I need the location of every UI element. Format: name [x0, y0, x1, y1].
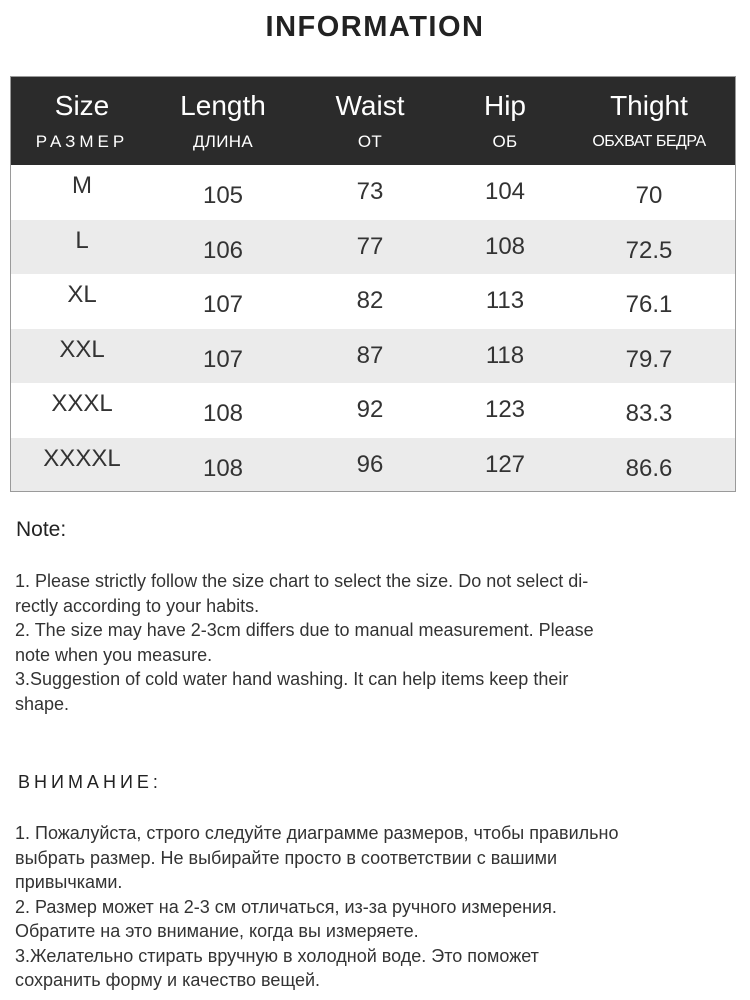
cell-thigh: 72.5: [625, 236, 673, 264]
cell-waist: 77: [356, 232, 384, 260]
attention-line: привычками.: [15, 872, 123, 892]
cell-waist: 73: [356, 178, 384, 206]
cell-size: XXL: [59, 335, 105, 363]
attention-text: [15, 821, 735, 993]
header-hip-en: Hip: [483, 90, 526, 121]
note-heading: Note:: [16, 518, 67, 541]
attention-line: 2. Размер может на 2-3 см отличаться, из-за ручного измерения.: [15, 896, 557, 917]
note-line: shape.: [15, 693, 70, 714]
header-length: [153, 77, 293, 165]
cell-hip: 104: [484, 178, 526, 206]
header-waist-ru: ОТ: [357, 132, 383, 151]
cell-thigh: 76.1: [625, 291, 673, 319]
cell-length: 105: [202, 182, 244, 210]
header-size-ru: РАЗМЕР: [35, 132, 129, 151]
cell-hip: 113: [485, 287, 525, 315]
attention-line: сохранить форму и качество вещей.: [15, 970, 321, 990]
table-row: [11, 438, 735, 493]
table-header: [11, 77, 735, 165]
note-text: [15, 569, 735, 716]
attention-line: 1. Пожалуйста, строго следуйте диаграмме размеров, чтобы правильно: [15, 823, 619, 843]
cell-waist: 87: [356, 341, 384, 369]
table-row: [11, 383, 735, 438]
header-hip: [447, 77, 563, 165]
attention-heading: ВНИМАНИЕ:: [18, 772, 162, 792]
cell-thigh: 83.3: [625, 400, 673, 428]
cell-thigh: 86.6: [625, 454, 673, 482]
cell-waist: 96: [356, 450, 384, 478]
cell-length: 106: [202, 236, 244, 264]
cell-hip: 108: [484, 232, 526, 260]
page-title: INFORMATION: [265, 11, 485, 43]
header-length-en: Length: [180, 90, 266, 121]
cell-size: M: [72, 172, 92, 200]
header-size-en: Size: [54, 90, 110, 121]
table-row: [11, 329, 735, 384]
attention-line: выбрать размер. Не выбирайте просто в соответствии с вашими: [15, 847, 558, 868]
header-thigh-en: Thight: [610, 90, 688, 121]
header-thigh: [563, 77, 735, 165]
table-row: [11, 220, 735, 275]
cell-thigh: 79.7: [625, 345, 673, 373]
cell-waist: 82: [356, 287, 384, 315]
cell-length: 107: [202, 345, 244, 373]
header-waist-en: Waist: [335, 90, 405, 121]
cell-hip: 123: [484, 396, 526, 424]
note-line: 2. The size may have 2-3cm differs due to manual measurement. Please: [15, 620, 594, 640]
cell-length: 107: [202, 291, 244, 319]
attention-line: Обратите на это внимание, когда вы измеряете.: [15, 921, 419, 941]
header-size: [11, 77, 153, 165]
cell-size: L: [75, 226, 89, 254]
table-row: [11, 274, 735, 329]
cell-length: 108: [202, 454, 244, 482]
cell-hip: 118: [485, 341, 525, 369]
header-hip-ru: ОБ: [492, 132, 518, 151]
note-line: 1. Please strictly follow the size chart to select the size. Do not select di-: [15, 571, 589, 591]
note-line: rectly according to your habits.: [15, 595, 260, 616]
note-line: 3.Suggestion of cold water hand washing. It can help items keep their: [15, 669, 569, 689]
header-length-ru: ДЛИНА: [192, 132, 253, 151]
cell-size: XXXL: [51, 390, 113, 418]
header-thigh-ru: ОБХВАТ БЕДРА: [592, 133, 706, 150]
cell-waist: 92: [356, 396, 384, 424]
attention-line: 3.Желательно стирать вручную в холодной воде. Это поможет: [15, 945, 539, 966]
cell-size: XL: [67, 281, 97, 309]
table-row: [11, 165, 735, 220]
header-waist: [293, 77, 447, 165]
cell-hip: 127: [484, 450, 526, 478]
note-line: note when you measure.: [15, 644, 213, 665]
cell-size: XXXXL: [43, 444, 121, 472]
cell-length: 108: [202, 400, 244, 428]
size-chart-table: [10, 76, 736, 492]
cell-thigh: 70: [635, 182, 663, 210]
